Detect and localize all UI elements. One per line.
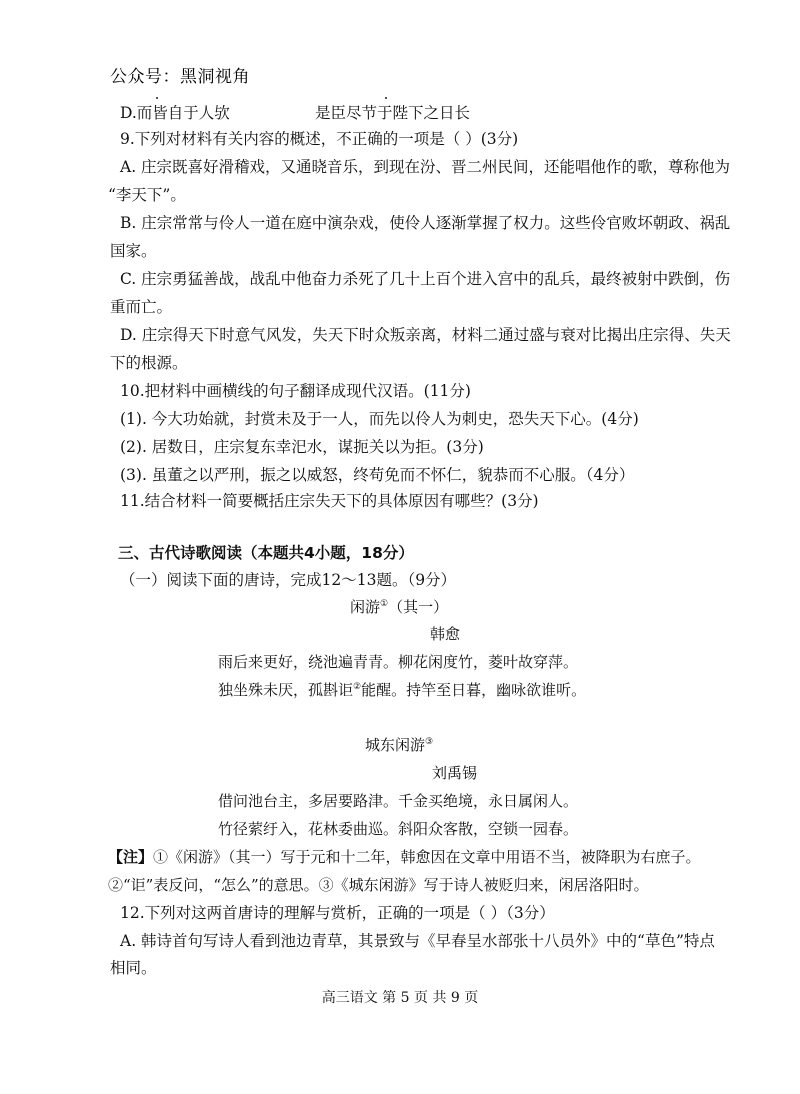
poem2-title: 城东闲游③ bbox=[365, 736, 434, 754]
poem2-line-2: 竹径萦纡入，花林委曲巡。斜阳众客散，空锁一园春。 bbox=[218, 820, 579, 838]
q9-option-c-cont: 重而亡。 bbox=[110, 298, 173, 316]
question-11: 11.结合材料一简要概括庄宗失天下的具体原因有哪些？(3分) bbox=[120, 492, 539, 510]
poem1-title: 闲游①（其一） bbox=[350, 598, 449, 616]
section-3-instruction: （一）阅读下面的唐诗，完成12～13题。（9分） bbox=[120, 571, 457, 589]
emphasis-dot bbox=[156, 97, 158, 99]
q9-option-a: A. 庄宗既喜好滑稽戏，又通晓音乐，到现在汾、晋二州民间，还能唱他作的歌，尊称他为 bbox=[120, 158, 731, 176]
question-9: 9.下列对材料有关内容的概述，不正确的一项是（ ）(3分) bbox=[120, 130, 519, 148]
option-d-line: D.而皆自于人欤 bbox=[120, 104, 230, 122]
q9-option-d: D. 庄宗得天下时意气风发，失天下时众叛亲离，材料二通过盛与衰对比揭出庄宗得、失天 bbox=[120, 326, 731, 344]
option-d-line-2: 是臣尽节于陛下之日长 bbox=[315, 104, 471, 122]
q10-item-3: (3). 虽董之以严刑，振之以威怒，终苟免而不怀仁，貌恭而不心服。（4分） bbox=[120, 466, 635, 484]
poem1-author: 韩愈 bbox=[430, 625, 461, 643]
notes-line-1: 【注】①《闲游》（其一）写于元和十二年，韩愈因在文章中用语不当，被降职为右庶子。 bbox=[108, 848, 701, 866]
q9-option-d-cont: 下的根源。 bbox=[110, 354, 188, 372]
q12-option-a: A. 韩诗首句写诗人看到池边青草，其景致与《早春呈水部张十八员外》中的“草色”特点 bbox=[120, 932, 715, 950]
poem2-line-1: 借问池台主，多居要路津。千金买绝境，永日属闲人。 bbox=[218, 792, 579, 810]
q9-option-b-cont: 国家。 bbox=[110, 242, 157, 260]
q9-option-a-cont: “李天下”。 bbox=[108, 186, 186, 204]
q10-item-1: (1). 今大功始就，封赏未及于一人，而先以伶人为刺史，恐失天下心。(4分) bbox=[120, 410, 639, 428]
notes-line-2: ②“讵”表反问，“怎么”的意思。③《城东闲游》写于诗人被贬归来，闲居洛阳时。 bbox=[108, 876, 649, 894]
q10-item-2: (2). 居数日，庄宗复东幸汜水，谋扼关以为拒。(3分) bbox=[120, 438, 484, 456]
poem1-line-2: 独坐殊未厌，孤斟讵②能醒。持竿至日暮，幽咏欲谁听。 bbox=[218, 681, 587, 699]
watermark-text: 公众号：黑洞视角 bbox=[110, 67, 250, 87]
emphasis-dot bbox=[385, 97, 387, 99]
q9-option-c: C. 庄宗勇猛善战，战乱中他奋力杀死了几十上百个进入宫中的乱兵，最终被射中跌倒，伤 bbox=[120, 270, 731, 288]
page-footer: 高三语文 第 5 页 共 9 页 bbox=[321, 990, 479, 1006]
section-3-heading: 三、古代诗歌阅读（本题共4小题，18分） bbox=[118, 544, 414, 562]
q9-option-b: B. 庄宗常常与伶人一道在庭中演杂戏，使伶人逐渐掌握了权力。这些伶官败坏朝政、祸乱 bbox=[120, 214, 731, 232]
q12-option-a-cont: 相同。 bbox=[110, 959, 157, 977]
question-10: 10.把材料中画横线的句子翻译成现代汉语。(11分) bbox=[120, 382, 471, 400]
poem1-line-1: 雨后来更好，绕池遍青青。柳花闲度竹，菱叶故穿萍。 bbox=[218, 653, 579, 671]
question-12: 12.下列对这两首唐诗的理解与赏析，正确的一项是（ ）（3分） bbox=[120, 904, 555, 922]
poem2-author: 刘禹锡 bbox=[432, 764, 478, 782]
